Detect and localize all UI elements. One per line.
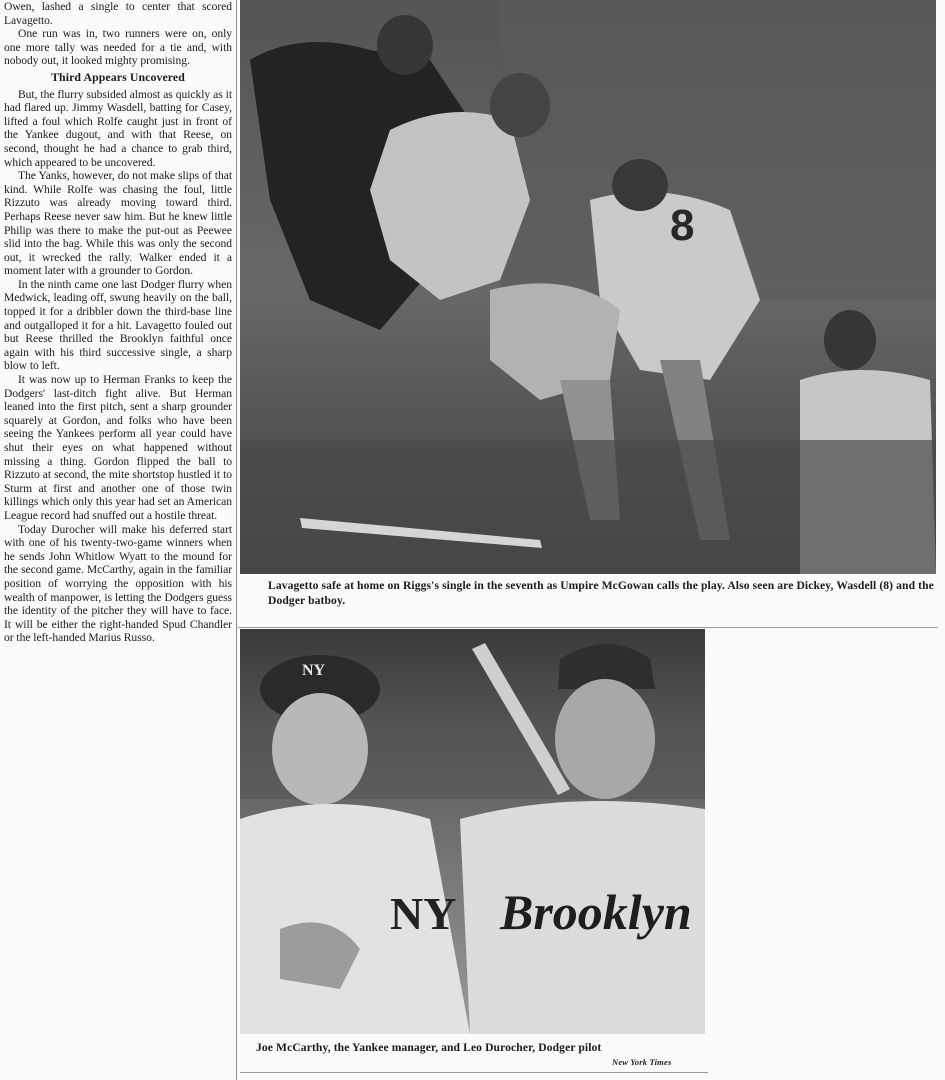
article-column (4, 0, 232, 645)
article-paragraph-1: Owen, lashed a single to center that scored Lavagetto. (4, 0, 232, 27)
article-paragraph-3: But, the flurry subsided almost as quickly as it had flared up. Jimmy Wasdell, batting for Casey, lifted a foul which Rolfe caught just in front of the Yankee dugout, and with that Reese, on second, thought he had a chance to grab third, which appeared to be uncovered. (4, 87, 232, 169)
yankee-jersey-logo: NY (390, 888, 457, 939)
runner-jersey-number: 8 (670, 201, 695, 250)
article-paragraph-6: It was now up to Herman Franks to keep the Dodgers' last-ditch fight alive. But Herman leaned into the first pitch, sent a sharp grounder squarely at Gordon, and folks who have been seeing the Yankees perform all year could have shut their eyes on what happened without missing a thing. Gordon flipped the ball to Rizzuto at second, the mite shortstop hustled it to Sturm at first and another one of those twin killings which only this year had set an American League record had snuffed out a hostile threat. (4, 373, 232, 522)
article-paragraph-5: In the ninth came one last Dodger flurry when Medwick, leading off, swung heavily on the ball, topped it for a dribbler down the third-base line and outgalloped it for a hit. Lavagetto fouled out but Reese thrilled the Brooklyn faithful once again with his third successive single, a sharp blow to left. (4, 277, 232, 373)
yankee-cap-logo: NY (302, 662, 326, 679)
brooklyn-jersey-logo: Brooklyn (500, 884, 692, 940)
column-rule (236, 0, 237, 1080)
photo-credit: New York Times (612, 1057, 672, 1067)
home-plate-photo (240, 0, 936, 574)
article-paragraph-4: The Yanks, however, do not make slips of that kind. While Rolfe was chasing the foul, little Rizzuto was already moving toward third. Perhaps Reese never saw him. But he knew little Philip was there to make the put-out as Peewee slid into the bag. While this was only the second out, it wrecked the rally. Walker ended it a moment later with a grounder to Gordon. (4, 169, 232, 278)
article-subhead: Third Appears Uncovered (51, 69, 185, 84)
managers-caption: Joe McCarthy, the Yankee manager, and Leo Durocher, Dodger pilot (256, 1041, 602, 1054)
home-plate-caption: Lavagetto safe at home on Riggs's single in the seventh as Umpire McGowan calls the play. Also seen are Dickey, Wasdell (8) and the Dodger batboy. (268, 579, 934, 607)
article-paragraph-7: Today Durocher will make his deferred start with one of his twenty-two-game winners when he sends John Whitlow Wyatt to the mound for the second game. McCarthy, again in the familiar position of worrying the opposition with his wealth of manpower, is letting the Dodgers guess the identity of the pitcher they will have to face. It will be either the right-handed Spud Chandler or the left-handed Marius Russo. (4, 522, 232, 645)
managers-photo (240, 629, 705, 1034)
section-rule (238, 627, 938, 628)
bottom-rule (240, 1072, 708, 1073)
article-paragraph-2: One run was in, two runners were on, only one more tally was needed for a tie and, with nobody out, it looked mighty promising. (4, 27, 232, 68)
